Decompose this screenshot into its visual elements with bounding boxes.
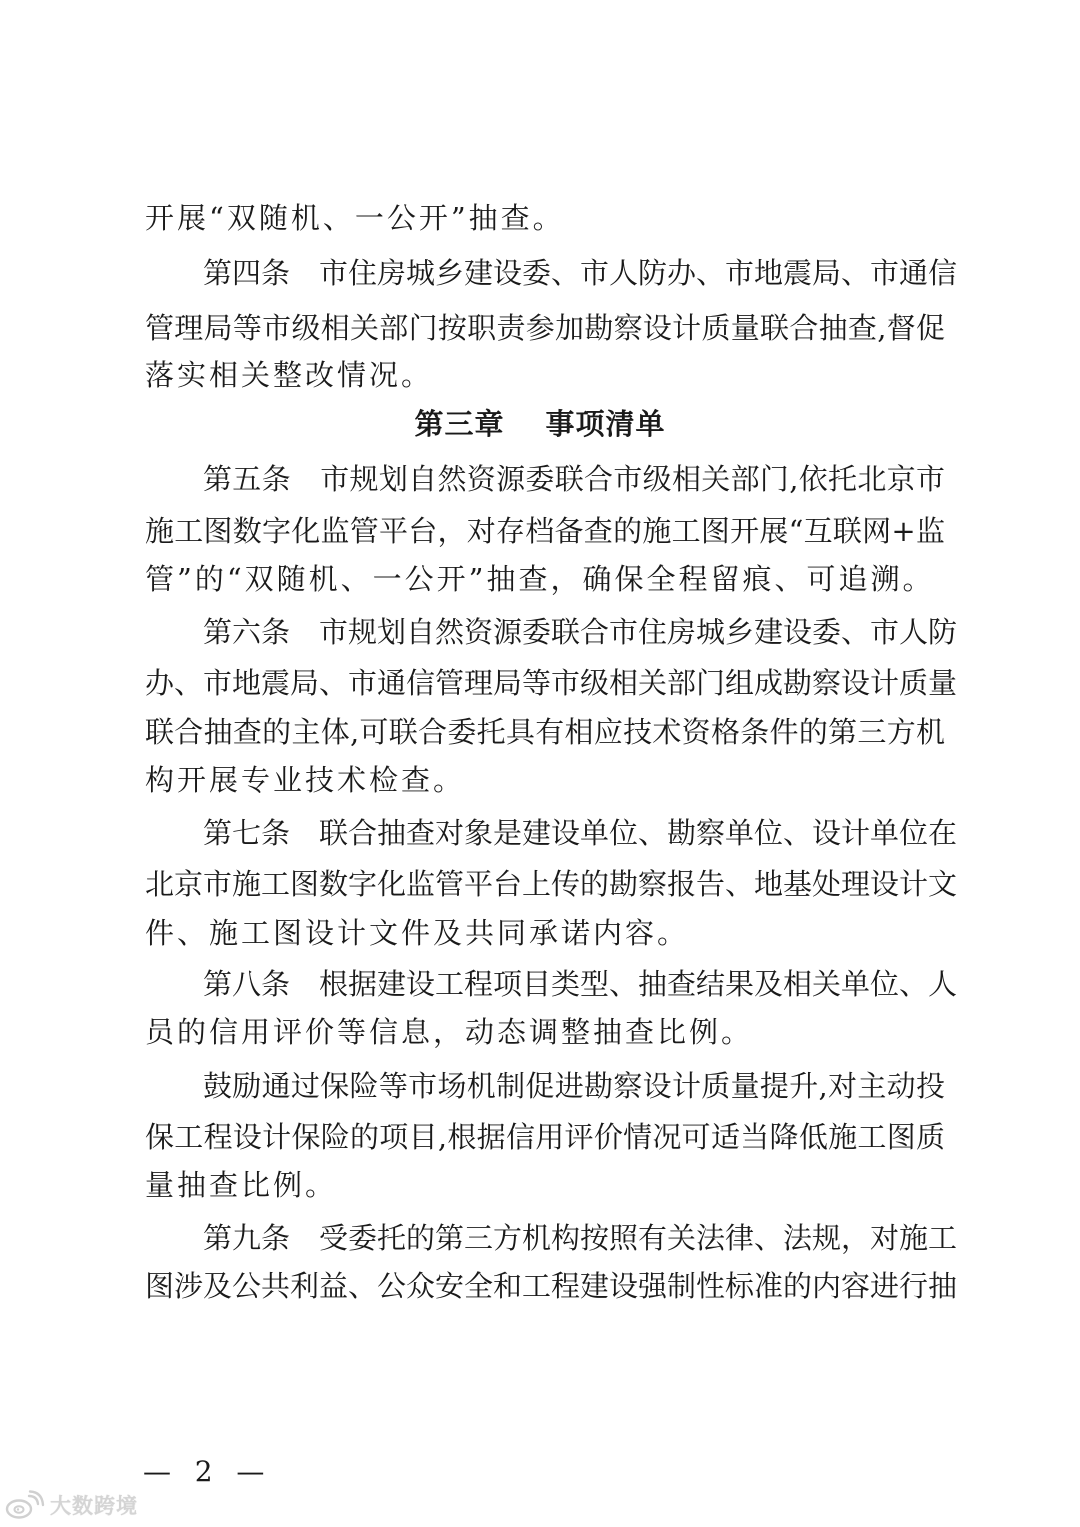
paragraph-line: 施工图数字化监管平台，对存档备查的施工图开展“互联网+监 (145, 514, 945, 548)
paragraph-line: 员的信用评价等信息，动态调整抽查比例。 (145, 1015, 754, 1049)
paragraph-line: 管理局等市级相关部门按职责参加勘察设计质量联合抽查,督促 (145, 311, 945, 345)
paragraph-line: 图涉及公共利益、公众安全和工程建设强制性标准的内容进行抽 (145, 1269, 958, 1303)
paragraph-line: 第九条 受委托的第三方机构按照有关法律、法规，对施工 (203, 1221, 958, 1255)
paragraph-line: 第五条 市规划自然资源委联合市级相关部门,依托北京市 (203, 462, 945, 496)
paragraph-line: 落实相关整改情况。 (145, 358, 434, 392)
paragraph-line: 开展“双随机、一公开”抽查。 (145, 201, 565, 235)
paragraph-line: 办、市地震局、市通信管理局等市级相关部门组成勘察设计质量 (145, 666, 958, 700)
watermark (4, 1488, 138, 1522)
watermark-text: 大数跨境 (50, 1494, 138, 1518)
paragraph-line: 构开展专业技术检查。 (145, 763, 466, 797)
paragraph-line: 第八条 根据建设工程项目类型、抽查结果及相关单位、人 (203, 967, 958, 1001)
paragraph-line: 量抽查比例。 (145, 1168, 338, 1202)
page-number: — 2 — (143, 1455, 267, 1488)
weibo-logo-icon (4, 1490, 46, 1520)
paragraph-line: 第六条 市规划自然资源委联合市住房城乡建设委、市人防 (203, 615, 958, 649)
paragraph-line: 北京市施工图数字化监管平台上传的勘察报告、地基处理设计文 (145, 867, 958, 901)
paragraph-line: 联合抽查的主体,可联合委托具有相应技术资格条件的第三方机 (145, 715, 945, 749)
chapter-title: 第三章 事项清单 (414, 407, 666, 441)
paragraph-line: 第四条 市住房城乡建设委、市人防办、市地震局、市通信 (203, 256, 958, 290)
paragraph-line: 管”的“双随机、一公开”抽查，确保全程留痕、可追溯。 (145, 562, 935, 596)
paragraph-line: 鼓励通过保险等市场机制促进勘察设计质量提升,对主动投 (203, 1069, 945, 1103)
paragraph-line: 第七条 联合抽查对象是建设单位、勘察单位、设计单位在 (203, 816, 958, 850)
paragraph-line: 保工程设计保险的项目,根据信用评价情况可适当降低施工图质 (145, 1120, 945, 1154)
paragraph-line: 件、施工图设计文件及共同承诺内容。 (145, 916, 690, 950)
